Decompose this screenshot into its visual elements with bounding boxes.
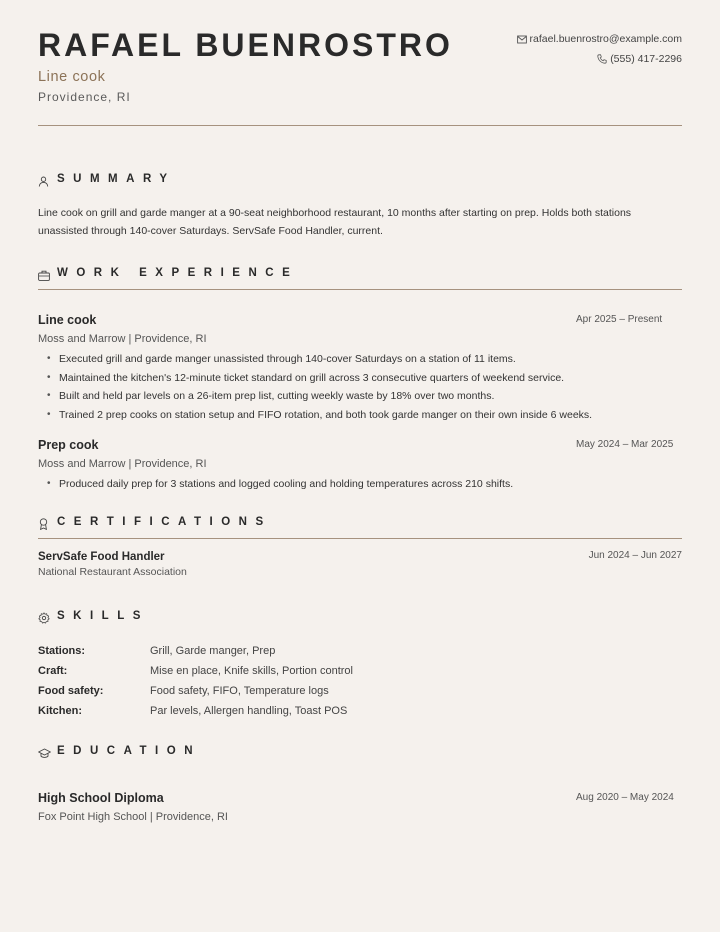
candidate-location: Providence, RI bbox=[38, 90, 131, 104]
job-bullet: • Built and held par levels on a 26-item prep list, cutting weekly waste by 18% over two months. bbox=[38, 389, 682, 408]
email-text: rafael.buenrostro@example.com bbox=[529, 33, 682, 45]
skill-row bbox=[38, 664, 682, 678]
education-heading-text: EDUCATION bbox=[57, 745, 202, 757]
job-dates: May 2024 – Mar 2025 bbox=[576, 439, 674, 450]
skill-label: Food safety: bbox=[38, 685, 104, 697]
skill-row bbox=[38, 644, 682, 658]
skill-value: Par levels, Allergen handling, Toast POS bbox=[150, 705, 348, 717]
graduation-cap-icon bbox=[38, 748, 51, 759]
mail-icon bbox=[517, 35, 527, 44]
job-bullet: • Produced daily prep for 3 stations and logged cooling and holding temperatures across 210 shifts. bbox=[38, 477, 682, 496]
gear-icon bbox=[38, 612, 50, 624]
skill-label: Kitchen: bbox=[38, 705, 82, 717]
briefcase-icon bbox=[38, 270, 50, 281]
resume-page bbox=[38, 0, 682, 932]
job-dates: Apr 2025 – Present bbox=[576, 314, 663, 325]
job-title: Line cook bbox=[38, 313, 97, 327]
job-org: Moss and Marrow | Providence, RI bbox=[38, 458, 207, 470]
skill-value: Mise en place, Knife skills, Portion control bbox=[150, 665, 353, 677]
job-bullets bbox=[38, 477, 682, 496]
certification-name: ServSafe Food Handler bbox=[38, 551, 165, 563]
job-bullet: • Maintained the kitchen's 12-minute ticket standard on grill across 3 consecutive quarters of weekend service. bbox=[38, 371, 682, 390]
experience-heading-text: WORK EXPERIENCE bbox=[57, 267, 299, 279]
candidate-name: RAFAEL BUENROSTRO bbox=[38, 27, 453, 63]
education-org: Fox Point High School | Providence, RI bbox=[38, 811, 228, 823]
job-title: Prep cook bbox=[38, 438, 99, 452]
certifications-divider bbox=[38, 538, 682, 539]
skill-row bbox=[38, 704, 682, 718]
skill-value: Food safety, FIFO, Temperature logs bbox=[150, 685, 329, 697]
candidate-role: Line cook bbox=[38, 69, 106, 85]
header-divider bbox=[38, 125, 682, 126]
certification-org: National Restaurant Association bbox=[38, 566, 187, 578]
education-dates: Aug 2020 – May 2024 bbox=[576, 792, 674, 803]
skill-row bbox=[38, 684, 682, 698]
summary-heading-text: SUMMARY bbox=[57, 173, 176, 185]
summary-text: Line cook on grill and garde manger at a 90-seat neighborhood restaurant, 10 months after starting on prep. Holds both stations unassisted through 140-cover Saturdays. ServSafe Food Handler, current. bbox=[38, 207, 632, 237]
experience-divider bbox=[38, 289, 682, 290]
contact-phone[interactable] bbox=[597, 52, 682, 66]
certification-dates: Jun 2024 – Jun 2027 bbox=[588, 550, 682, 561]
skill-value: Grill, Garde manger, Prep bbox=[150, 645, 276, 657]
job-bullet: • Trained 2 prep cooks on station setup and FIFO rotation, and both took garde manger on their own inside 6 weeks. bbox=[38, 408, 682, 427]
job-org: Moss and Marrow | Providence, RI bbox=[38, 333, 207, 345]
certifications-heading-text: CERTIFICATIONS bbox=[57, 516, 272, 528]
skill-label: Craft: bbox=[38, 665, 68, 677]
phone-text: (555) 417-2296 bbox=[610, 53, 682, 65]
award-icon bbox=[38, 518, 49, 530]
person-icon bbox=[38, 176, 49, 187]
job-bullets bbox=[38, 352, 682, 427]
skill-label: Stations: bbox=[38, 645, 86, 657]
skills-heading-text: SKILLS bbox=[57, 610, 149, 622]
contact-email[interactable] bbox=[517, 32, 682, 46]
job-bullet: • Executed grill and garde manger unassisted through 140-cover Saturdays on a station of 11 items. bbox=[38, 352, 682, 371]
education-title: High School Diploma bbox=[38, 791, 164, 805]
phone-icon bbox=[597, 54, 607, 64]
